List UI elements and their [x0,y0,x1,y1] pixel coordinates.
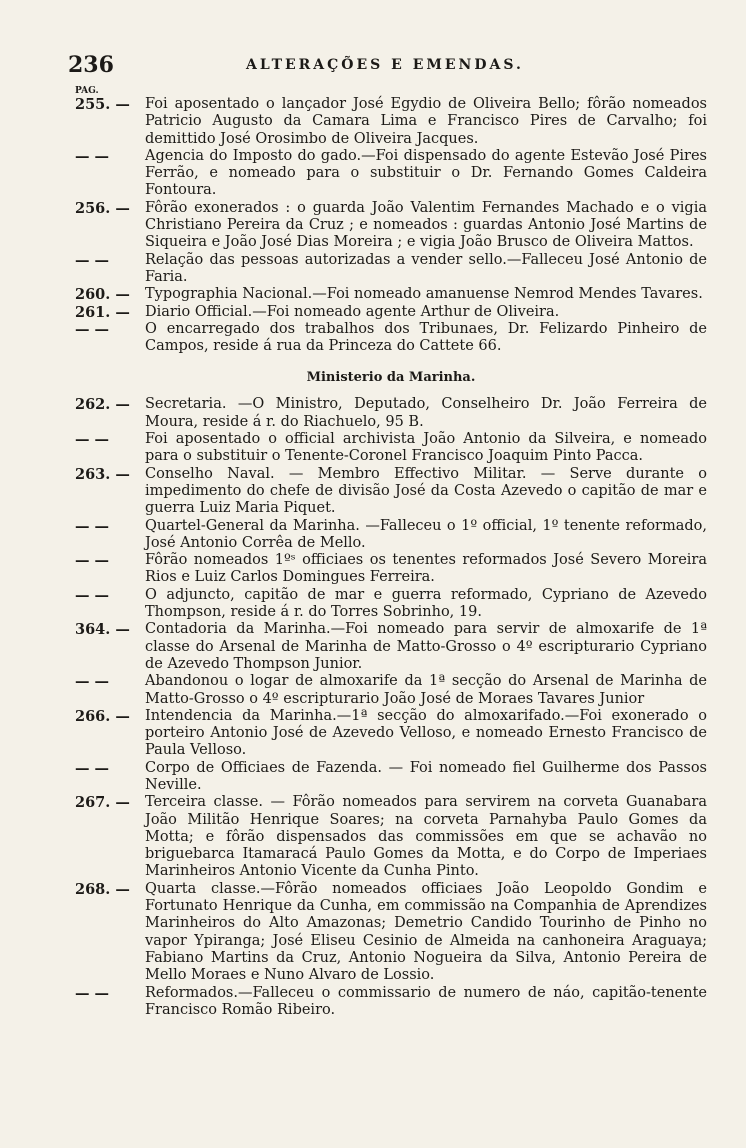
entry [75,673,707,708]
entry-text: Abandonou o logar de almoxarife da 1ª secção do Arsenal de Marinha de Matto-Grosso o 4º escripturario João José de Moraes Tavares Junior [145,673,707,707]
entry-number: 262. — [75,396,130,414]
entry-number: — — [75,147,110,165]
entry-text: Foi aposentado o lançador José Egydio de Oliveira Bello; fôrão nomeados Patricio Augusto da Camara Lima e Francisco Pires de Carvalho; foi demittido José Orosimbo de Oliveira Jacques. [145,96,707,147]
entry-number: — — [75,431,110,449]
entry-text: O adjuncto, capitão de mar e guerra reformado, Cypriano de Azevedo Thompson, reside á r. do Torres Sobrinho, 19. [145,586,707,621]
entry [75,621,707,673]
entry-number: 263. — [75,465,130,483]
entry [75,431,707,466]
entry [75,794,707,880]
entry-number: 256. — [75,199,130,217]
entry [75,587,707,622]
entry-number: — — [75,251,110,269]
page-header [66,52,706,80]
entry-number: — — [75,673,110,691]
entry [75,96,707,148]
entry-number: — — [75,320,110,338]
entry [75,148,707,200]
entry-number: 260. — [75,286,130,304]
entry-text: Quarta classe.—Fôrão nomeados officiaes João Leopoldo Gondim e Fortunato Henrique da Cunha, em commissão na Companhia de Aprendizes Marinheiros do Alto Amazonas; Demetrio Candido Tourinho de Pinho no vapor Ypiranga; José Eliseu Cesinio de Almeida na canhoneira Araguaya; Fabiano Martins da Cruz, Antonio Nogueira da Silva, Antonio Pereira de Mello Moraes e Nuno Alvaro de Lossio. [145,880,707,984]
entry-text: Conselho Naval. — Membro Effectivo Militar. — Serve durante o impedimento do chefe de divisão José da Costa Azevedo o capitão de mar e guerra Luiz Maria Piquet. [145,465,707,517]
entry-number: 268. — [75,880,130,898]
entry-number: 255. — [75,96,130,113]
entry-text: O encarregado dos trabalhos dos Tribunaes, Dr. Felizardo Pinheiro de Campos, reside á rua da Princeza do Cattete 66. [145,320,707,355]
entry [75,252,707,287]
entry-text: Intendencia da Marinha.—1ª secção do almoxarifado.—Foi exonerado o porteiro Antonio José de Azevedo Velloso, e nomeado Ernesto Francisco de Paula Velloso. [145,707,707,759]
entry [75,518,707,553]
entry-text: Corpo de Officiaes de Fazenda. — Foi nomeado fiel Guilherme dos Passos Neville. [145,759,707,793]
entry [75,200,707,252]
entry [75,552,707,587]
entry-number: 267. — [75,794,130,812]
entry [75,304,707,321]
entry-number: — — [75,552,110,570]
entry-number: 261. — [75,303,130,321]
entry-number: 266. — [75,707,130,725]
entry-text: Reformados.—Falleceu o commissario de numero de náo, capitão-tenente Francisco Romão Ribeiro. [145,984,707,1018]
entries-list [75,96,707,355]
entry-number: 364. — [75,621,130,639]
section-heading: Ministerio da Marinha. [306,370,476,386]
entry-text: Quartel-General da Marinha. —Falleceu o 1º official, 1º tenente reformado, José Antonio Corrêa de Mello. [145,517,707,551]
entry [75,396,707,431]
page-content [75,96,707,1019]
entry-text: Typographia Nacional.—Foi nomeado amanuense Nemrod Mendes Tavares. [145,286,703,303]
entry [75,466,707,518]
entry-number: — — [75,517,110,535]
entry-text: Fôrão nomeados 1ºˢ officiaes os tenentes reformados José Severo Moreira Rios e Luiz Carlos Domingues Ferreira. [145,552,707,586]
entry [75,881,707,985]
running-title: ALTERAÇÕES E EMENDAS. [246,57,524,73]
entry-number: — — [75,984,110,1002]
entry-text: Secretaria. —O Ministro, Deputado, Conselheiro Dr. João Ferreira de Moura, reside á r. do Riachuelo, 95 B. [145,396,707,430]
entry-number: — — [75,759,110,777]
entry-text: Diario Official.—Foi nomeado agente Arthur de Oliveira. [145,303,560,320]
entry [75,708,707,760]
entry [75,286,707,303]
entry-text: Terceira classe. — Fôrão nomeados para servirem na corveta Guanabara João Militão Henrique Soares; na corveta Parnahyba Paulo Gomes da Motta; e fôrão dispensados das commissões em que se achavão no briguebarca Itamaracá Paulo Gomes da Motta, e do Corpo de Imperiaes Marinheiros Antonio Vicente da Cunha Pinto. [145,794,707,880]
entry-text: Contadoria da Marinha.—Foi nomeado para servir de almoxarife de 1ª classe do Arsenal de Marinha de Matto-Grosso o 4º escripturario Cypriano de Azevedo Thompson Junior. [145,621,707,672]
entries-list-marinha [75,396,707,1019]
entry [75,321,707,356]
entry-number: — — [75,586,110,604]
entry-text: Relação das pessoas autorizadas a vender sello.—Falleceu José Antonio de Faria. [145,251,707,285]
entry-text: Foi aposentado o official archivista João Antonio da Silveira, e nomeado para o substituir o Tenente-Coronel Francisco Joaquim Pinto Pacca. [145,431,707,465]
pag-label: PAG. [75,86,99,96]
entry [75,985,707,1020]
entry-text: Agencia do Imposto do gado.—Foi dispensado do agente Estevão José Pires Ferrão, e nomeado para o substituir o Dr. Fernando Gomes Caldeira Fontoura. [145,147,707,199]
page-number: 236 [68,52,114,78]
entry-text: Fôrão exonerados : o guarda João Valentim Fernandes Machado e o vigia Christiano Pereira da Cruz ; e nomeados : guardas Antonio José Martins de Siqueira e João José Dias Moreira ; e vigia João Brusco de Oliveira Mattos. [145,199,707,251]
entry [75,760,707,795]
